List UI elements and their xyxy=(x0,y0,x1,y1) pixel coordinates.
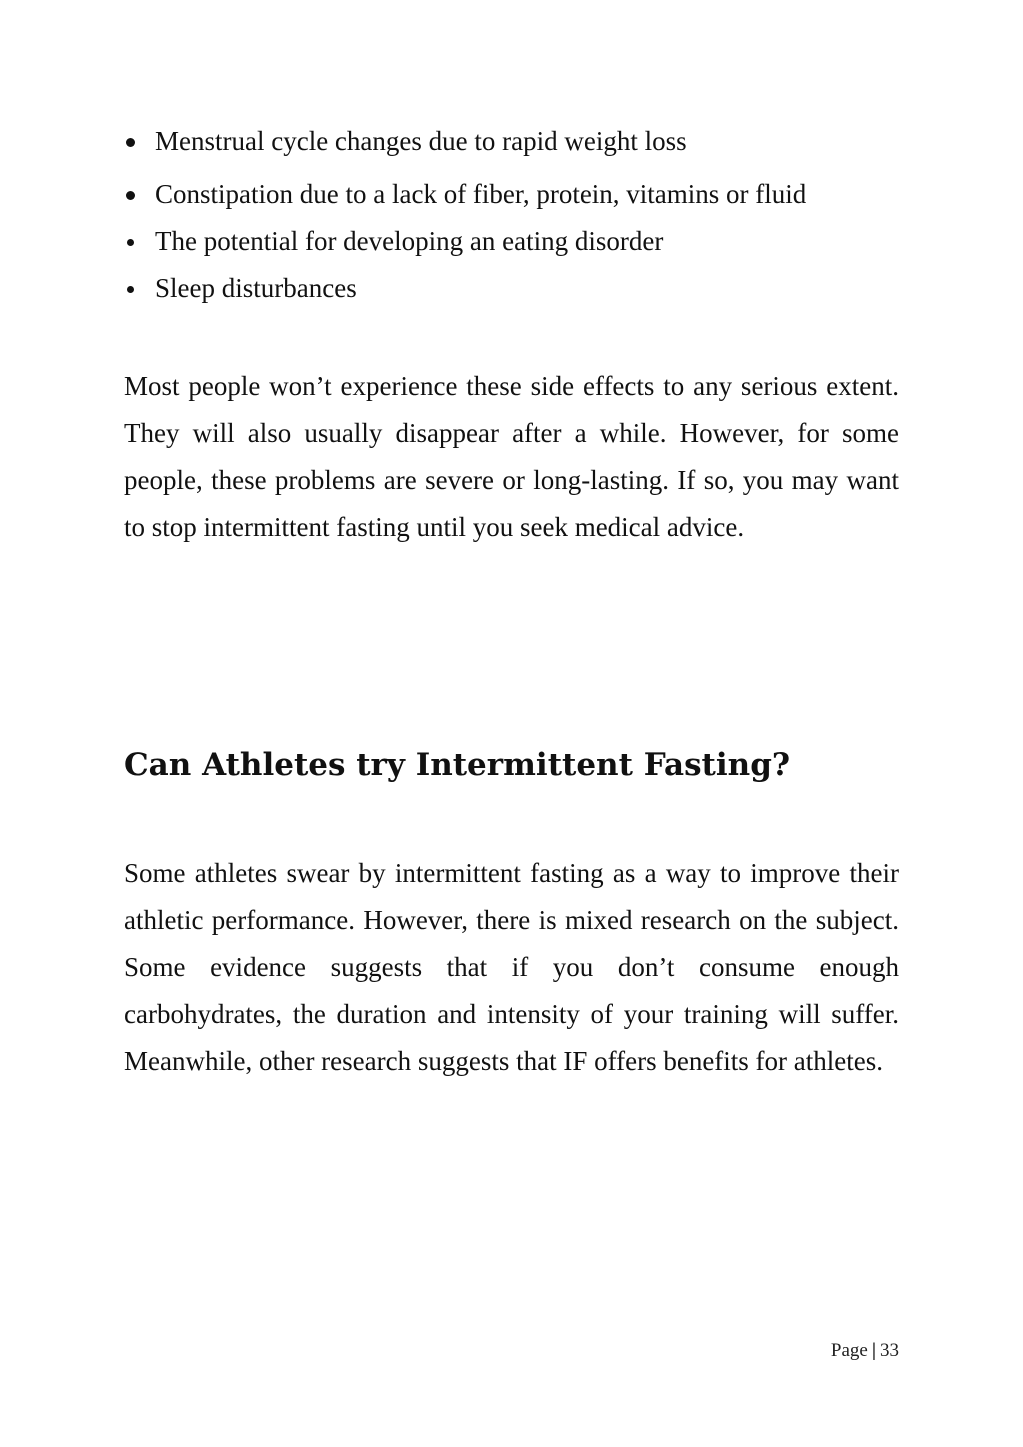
bullet-icon xyxy=(126,138,135,147)
list-item-text: Menstrual cycle changes due to rapid weight loss xyxy=(155,126,687,156)
page-number: 33 xyxy=(880,1340,899,1361)
page-separator: | xyxy=(871,1340,876,1361)
side-effects-list xyxy=(124,124,899,305)
list-item xyxy=(124,124,899,158)
athletes-paragraph: Some athletes swear by intermittent fasting as a way to improve their athletic performance. However, there is mixed research on the subject. Some evidence suggests that if you don’t consume enough carbohydrates, the duration and intensity of your training will suffer. Meanwhile, other research suggests that IF offers benefits for athletes. xyxy=(124,858,899,1076)
list-item xyxy=(124,224,899,258)
side-effects-paragraph: Most people won’t experience these side effects to any serious extent. They will also usually disappear after a while. However, for some people, these problems are severe or long-lasting. If so, you may want to stop intermittent fasting until you seek medical advice. xyxy=(124,371,899,542)
list-item-text: Constipation due to a lack of fiber, protein, vitamins or fluid xyxy=(155,179,807,209)
section-heading: Can Athletes try Intermittent Fasting? xyxy=(124,747,791,783)
list-item xyxy=(124,177,899,211)
bullet-icon xyxy=(127,286,134,293)
list-item-text: The potential for developing an eating disorder xyxy=(155,226,664,256)
page-label: Page xyxy=(830,1340,868,1361)
list-item xyxy=(124,271,899,305)
bullet-icon xyxy=(126,191,135,200)
page-footer xyxy=(831,1338,899,1364)
list-item-text: Sleep disturbances xyxy=(155,273,357,303)
bullet-icon xyxy=(127,239,134,246)
